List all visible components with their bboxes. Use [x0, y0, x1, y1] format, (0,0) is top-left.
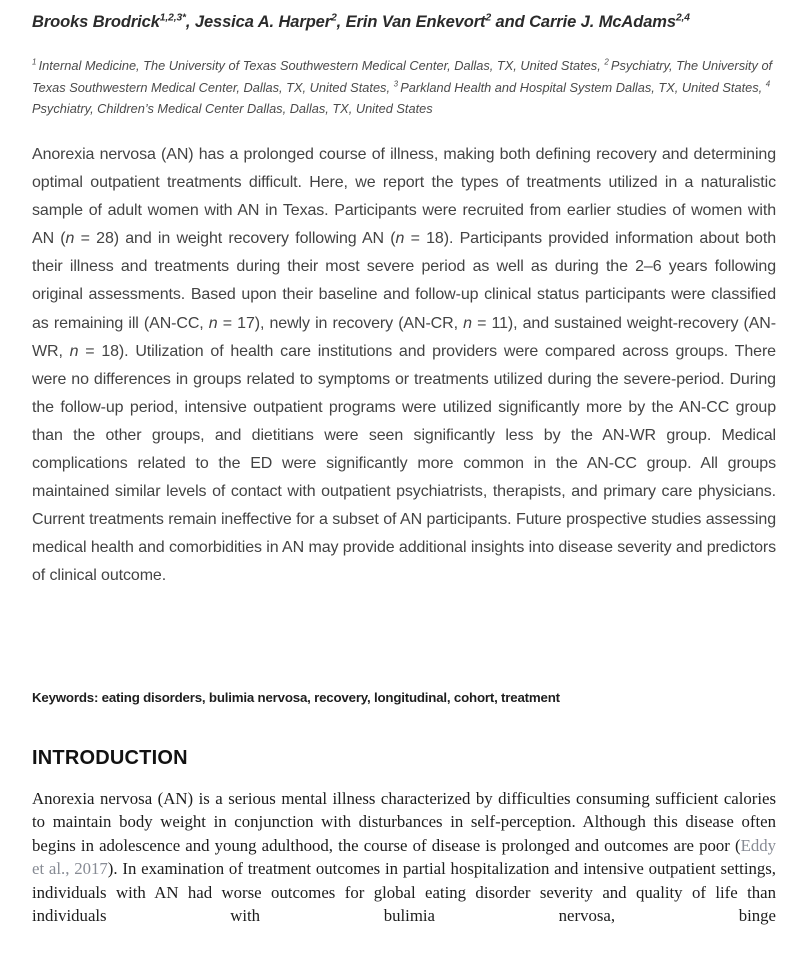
text-run: Internal Medicine, The University of Texas Southwestern Medical Center, Dallas, TX, United States,	[38, 58, 605, 73]
keywords-line: Keywords: eating disorders, bulimia nervosa, recovery, longitudinal, cohort, treatment	[32, 690, 560, 705]
affiliation-superscript: 1	[32, 57, 39, 67]
section-heading-introduction: INTRODUCTION	[32, 747, 188, 769]
affiliations	[32, 55, 776, 120]
author-superscript: 2	[331, 12, 337, 24]
author-superscript: 2,4	[675, 12, 690, 24]
text-run: Brooks Brodrick	[32, 13, 160, 31]
abstract-text	[32, 141, 776, 591]
text-run: Anorexia nervosa (AN) is a serious mental illness characterized by difficulties consuming sufficient calories to maintain body weight in conjunction with disturbances in self-perception. Although this disease often begins in adolescence and young adulthood, the course of disease is prolonged and outcomes are poor (	[32, 789, 776, 855]
text-run: , Jessica A. Harper	[185, 13, 332, 31]
text-run: n	[395, 230, 405, 248]
text-run: ). In examination of treatment outcomes in partial hospitalization and intensive outpatient settings, individuals with AN had worse outcomes for global eating disorder severity and quality of life than individuals with bulimia nervosa, binge	[32, 859, 776, 926]
text-run: = 17), newly in recovery (AN-CR,	[217, 314, 464, 332]
text-run: = 28) and in weight recovery following AN (	[74, 230, 396, 248]
citation-eddy-2017[interactable]: Eddy et al., 2017	[32, 835, 776, 879]
text-run: Psychiatry, Children’s Medical Center Dallas, Dallas, TX, United States	[32, 101, 433, 116]
text-run: = 18). Participants provided information about both their illness and treatments during their most severe period as well as during the 2–6 years following original assessments. Based upon their baseline and follow-up clinical status participants were classified as remaining ill (AN-CC,	[32, 230, 776, 332]
affiliation-superscript: 3	[393, 79, 401, 89]
text-run: n	[463, 314, 472, 332]
text-run: n	[69, 342, 79, 360]
text-run: Parkland Health and Hospital System Dallas, TX, United States,	[400, 79, 766, 95]
author-superscript: 2	[485, 12, 492, 24]
text-run: = 11), and sustained weight-recovery (AN-WR,	[32, 314, 776, 360]
text-run: n	[208, 314, 218, 332]
affiliation-superscript: 4	[765, 79, 771, 89]
affiliation-superscript: 2	[604, 57, 611, 67]
text-run: = 18). Utilization of health care institutions and providers were compared across groups. There were no differences in groups related to symptoms or treatments utilized during the severe-period. During the follow-up period, intensive outpatient programs were utilized significantly more by the AN-CC group than the other groups, and dietitians were seen significantly less by the AN-WR group. Medical complications related to the ED were significantly more common in the AN-CC group. All groups maintained similar levels of contact with outpatient psychiatrists, therapists, and primary care physicians. Current treatments remain ineffective for a subset of AN participants. Future prospective studies assessing medical health and comorbidities in AN may provide additional insights into disease severity and predictors of clinical outcome.	[32, 342, 776, 585]
authors-line	[32, 13, 776, 32]
introduction-paragraph	[32, 787, 776, 927]
text-run: , Erin Van Enkevort	[336, 13, 486, 31]
text-run: n	[65, 230, 75, 248]
text-run: Psychiatry, The University of Texas Southwestern Medical Center, Dallas, TX, United States,	[32, 58, 773, 95]
text-run: and Carrie J. McAdams	[491, 13, 676, 31]
text-run: Anorexia nervosa (AN) has a prolonged course of illness, making both defining recovery and determining optimal outpatient treatments difficult. Here, we report the types of treatments utilized in a naturalistic sample of adult women with AN in Texas. Participants were recruited from earlier studies of women with AN (	[32, 146, 776, 248]
author-superscript: 1,2,3*	[159, 12, 186, 24]
